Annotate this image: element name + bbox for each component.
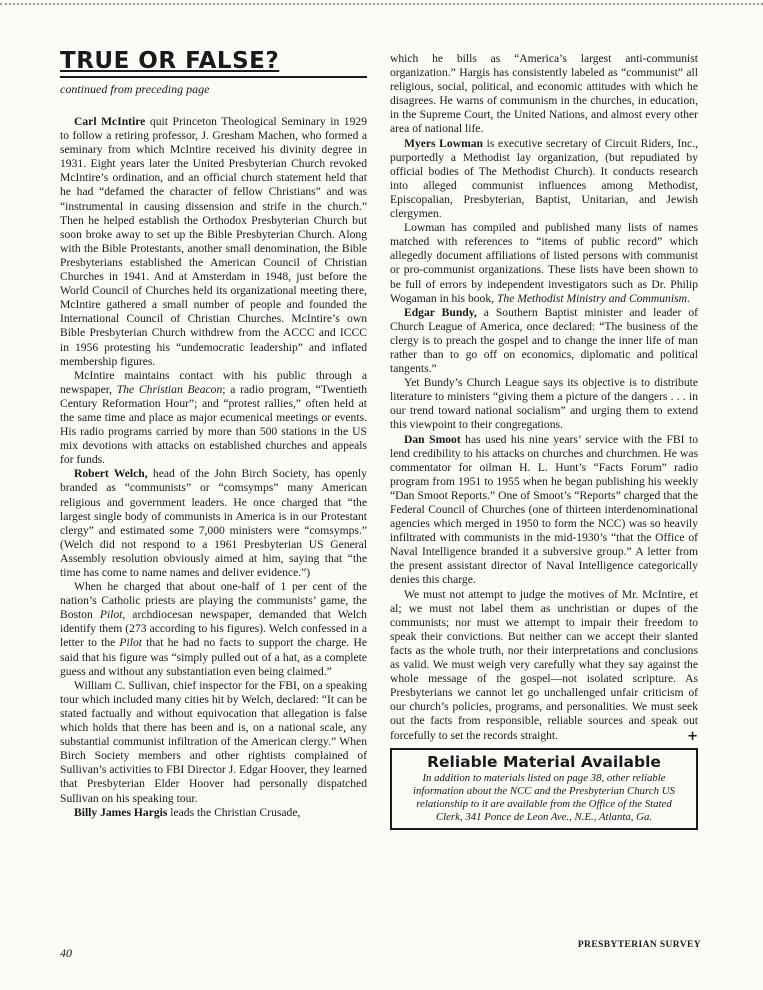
paragraph-smoot: Dan Smoot has used his nine years’ service with the FBI to lend credibility to his attacks on churches and churchmen. He was commentator for oilman H. L. Hunt’s “Facts Forum” radio program from 1951 to 1955 when he began publishing his weekly “Dan Smoot Reports.” One of Smoot’s “Reports” charged that the Federal Council of Churches (one of thirteen interdenominational agencies which merged in 1950 to form the NCC) was so heavily infiltrated with communists in the mid-1930’s “that the Office of Naval Intelligence branded it a subversive group.” A letter from the present assistant director of Naval Intelligence categorically denies this charge.	[390, 432, 699, 587]
paragraph-bundy: Edgar Bundy, a Southern Baptist minister and leader of Church League of America, once declared: “The business of the clergy is to preach the gospel and to change the inner life of man rather than to go off on economics, diplomatic and political tangents.”	[390, 305, 698, 376]
continued-note: continued from preceding page	[60, 82, 210, 96]
journal-name: PRESBYTERIAN SURVEY	[577, 940, 701, 950]
right-column	[390, 52, 698, 830]
left-column	[60, 48, 367, 820]
page-title: TRUE OR FALSE?	[60, 48, 280, 74]
name-welch: Robert Welch,	[74, 467, 148, 481]
box-title: Reliable Material Available	[427, 752, 661, 771]
reliable-material-box	[390, 748, 698, 831]
paragraph-welch: Robert Welch, head of the John Birch Society, has openly branded as “communists” or “comsymps” many American religious and government leaders. He once charged that “the largest single body of communists in America is in our Protestant clergy” and estimated some 7,000 ministers were “comsymps.” (Welch did not respond to a 1961 Presbyterian US General Assembly resolution obviously aimed at him, saying that “the time has come to name names and deliver evidence.”)	[60, 467, 367, 579]
box-text: In addition to materials listed on page 38, other reliable information about the NCC and the Presbyterian Church US relationship to it are available from the Office of the Stated Clerk, 341 Ponce de Leon Ave., N.E., Atlanta, Ga.	[413, 771, 675, 824]
paragraph-hargis-cont: which he bills as “America’s largest anti-communist organization.” Hargis has consistently labeled as “communist” all religious, social, political, and economic attitudes with which he disagrees. He warns of communism in the churches, in education, in the Supreme Court, the United Nations, and almost every other area of national life.	[390, 52, 698, 136]
paragraph-mcintire: Carl McIntire quit Princeton Theological Seminary in 1929 to follow a retiring professor, J. Gresham Machen, who formed a seminary from which McIntire received his divinity degree in 1931. Eight years later the United Presbyterian Church revoked McIntire’s ordination, and an official church statement held that he had “defamed the character of fellow Christians” and was “instrumental in causing dissension and strife in the church.” Then he helped establish the Orthodox Presbyterian Church but soon broke away to set up the Bible Presbyterian Church. Along with the Bible Protestants, another small denomination, the Bible Presbyterians established the American Council of Christian Churches in 1941. And at Amsterdam in 1948, just before the World Council of Churches held its organizational meeting there, McIntire gathered a small number of people and founded the International Council of Christian Churches. McIntire’s own Bible Presbyterian Church withdrew from the ACCC and ICCC in 1956 protesting his “undemocratic leadership” and inflated membership figures.	[60, 115, 367, 368]
name-bundy: Edgar Bundy,	[404, 305, 477, 319]
top-dotted-border	[0, 3, 763, 5]
paragraph-pilot: When he charged that about one-half of 1 per cent of the nation’s Catholic priests are playing the communists’ game, the Boston Pilot, archdiocesan newspaper, demanded that Welch identify them (273 according to his figures). Welch confessed in a letter to the Pilot that he had no facts to support the charge. He said that his figure was “simply pulled out of a hat, as a complete guess and without any substantiation even being claimed.”	[60, 580, 367, 678]
paragraph-lowman-lists: Lowman has compiled and published many lists of names matched with references to “items of public record” which allegedly document affiliations of listed persons with communist or pro-communist organizations. These lists have been shown to be full of errors by independent investigators such as Dr. Philip Wogaman in his book, The Methodist Ministry and Communism.	[390, 221, 698, 305]
page-number: 40	[60, 946, 72, 960]
name-hargis: Billy James Hargis	[74, 805, 168, 819]
paragraph-bundy-league: Yet Bundy’s Church League says its objective is to distribute literature to ministers “giving them a picture of the dangers . . . in our trend toward national socialism” and urging them to extend this viewpoint to their congregations.	[390, 376, 698, 432]
name-lowman: Myers Lowman	[404, 136, 483, 150]
paragraph-hargis: Billy James Hargis leads the Christian Crusade,	[74, 805, 301, 819]
end-mark-icon: +	[687, 728, 698, 744]
paragraph-conclusion: We must not attempt to judge the motives of Mr. McIntire, et al; we must not label them as unchristian or dupes of the communists; nor must we attempt to impair their freedom to speak their convictions. But neither can we accept their slanted facts as the whole truth, nor their interpretations and conclusions as valid. We must weigh very carefully what they say against the whole message of the gospel—not isolated scripture. As Presbyterians we cannot let go unchallenged unfair criticism of our church’s policies, programs, and personalities. We must seek out the facts from responsible, reliable sources and speak out forcefully to set the records straight. +	[390, 587, 698, 744]
name-smoot: Dan Smoot	[404, 432, 461, 446]
paragraph-lowman: Myers Lowman is executive secretary of Circuit Riders, Inc., purportedly a Methodist lay organization, (but repudiated by official bodies of The Methodist Church). It conducts research into alleged communist influences among Methodist, Episcopalian, Presbyterian, Baptist, Unitarian, and Jewish clergymen.	[390, 136, 698, 221]
title-rule	[60, 76, 367, 78]
paragraph-sullivan: William C. Sullivan, chief inspector for the FBI, on a speaking tour which included many cities hit by Welch, declared: “It can be stated factually and without equivocation that allegation is false which holds that there has been and is, on a national scale, any substantial communist infiltration of the American clergy.” When Birch Society members and other rightists complained of Sullivan’s activities to FBI Director J. Edgar Hoover, they learned that Presbyterian Elder Hoover had personally dispatched Sullivan on his speaking tour.	[60, 678, 367, 805]
name-mcintire: Carl McIntire	[74, 115, 146, 128]
paragraph-mcintire-media: McIntire maintains contact with his public through a newspaper, The Christian Beacon; a radio program, “Twentieth Century Reformation Hour”; and “protest rallies,” often held at the same time and place as major ecumenical meetings or events. His radio programs carried by more than 500 stations in the US mix devotions with attacks on established churches and appeals for funds.	[60, 368, 368, 467]
